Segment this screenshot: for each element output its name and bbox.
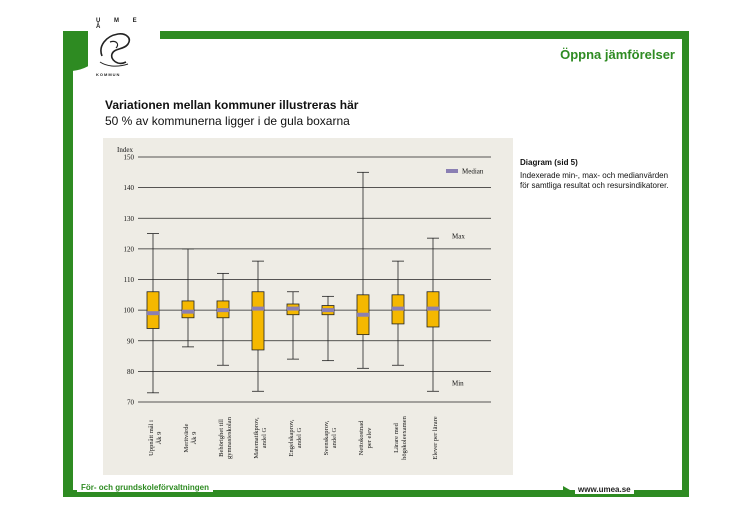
x-tick-label	[323, 420, 338, 455]
box	[147, 292, 159, 329]
arrow-right-icon	[563, 486, 570, 494]
annotation-max: Max	[452, 232, 465, 241]
x-tick-label	[358, 420, 373, 455]
legend-swatch	[446, 169, 458, 173]
leaf-icon	[88, 14, 160, 80]
median-marker	[427, 307, 439, 311]
y-tick-label: 120	[123, 245, 134, 254]
logo-top-text: U M E Å	[96, 18, 143, 30]
footer-department: För- och grundskoleförvaltningen	[77, 483, 213, 492]
chart-panel	[103, 138, 513, 475]
x-tick-line: Engelskaprov,	[288, 419, 295, 457]
median-marker	[182, 310, 194, 314]
x-tick-label	[183, 423, 198, 452]
grid-layer	[138, 157, 491, 402]
x-tick-label	[218, 416, 233, 459]
side-title: Diagram (sid 5)	[520, 158, 578, 167]
median-marker	[147, 311, 159, 315]
boxplot-chart	[103, 138, 513, 475]
x-tick-line: Behörighet till	[218, 419, 225, 457]
slide-title: Variationen mellan kommuner illustreras här	[105, 98, 359, 112]
x-tick-label	[288, 419, 303, 456]
box	[252, 292, 264, 350]
x-tick-label	[253, 417, 268, 459]
median-marker	[217, 308, 229, 312]
box-layer	[147, 172, 439, 393]
slide-subtitle: 50 % av kommunerna ligger i de gula boxarna	[105, 114, 350, 128]
y-tick-label: 110	[123, 276, 134, 284]
x-tick-line: Nettokostnad	[358, 420, 365, 456]
y-tick-label: 140	[123, 184, 134, 193]
y-tick-label: 150	[123, 153, 134, 162]
median-marker	[252, 307, 264, 311]
y-tick-label: 90	[127, 337, 134, 346]
x-tick-line: Uppnått mål i	[148, 420, 155, 456]
box	[182, 301, 194, 318]
x-tick-line: Svenskaprov,	[323, 420, 330, 456]
x-tick-line: andel G	[331, 427, 338, 449]
annotation-min: Min	[452, 379, 464, 388]
median-marker	[287, 307, 299, 311]
x-tick-line: Lärare med	[393, 423, 400, 453]
median-marker	[392, 307, 404, 311]
legend-label: Median	[462, 167, 484, 176]
x-tick-line: gymnasieskolan	[226, 417, 233, 459]
x-tick-label	[432, 416, 439, 459]
median-marker	[322, 308, 334, 312]
y-tick-label: 80	[127, 367, 134, 376]
x-tick-line: Åk 9	[156, 431, 163, 445]
median-marker	[357, 313, 369, 317]
x-tick-line: per elev	[366, 427, 373, 449]
x-tick-line: Matematikprov,	[253, 417, 260, 459]
frame-right-bar	[682, 31, 689, 495]
y-axis-label: Index	[117, 146, 133, 154]
umea-logo[interactable]	[88, 14, 160, 80]
header-title: Öppna jämförelser	[560, 47, 675, 62]
x-tick-label	[148, 420, 163, 456]
logo-bottom-text: KOMMUN	[96, 72, 121, 77]
y-tick-label: 100	[123, 306, 134, 315]
x-tick-line: andel G	[261, 427, 268, 449]
x-tick-line: Åk 9	[191, 431, 198, 445]
x-tick-line: Elever per lärare	[432, 416, 439, 460]
y-tick-label: 130	[123, 214, 134, 223]
x-tick-line: andel G	[296, 427, 303, 449]
frame-left-bar	[63, 31, 73, 495]
y-tick-label: 70	[127, 398, 134, 407]
side-description: Indexerade min-, max- och medianvärden för samtliga resultat och resursindikatorer.	[520, 171, 669, 190]
x-tick-label	[393, 415, 408, 459]
footer-url-link[interactable]: www.umea.se	[575, 485, 634, 494]
x-tick-line: Meritvärde	[183, 423, 190, 453]
x-tick-line: högskoleexamen	[401, 416, 408, 460]
